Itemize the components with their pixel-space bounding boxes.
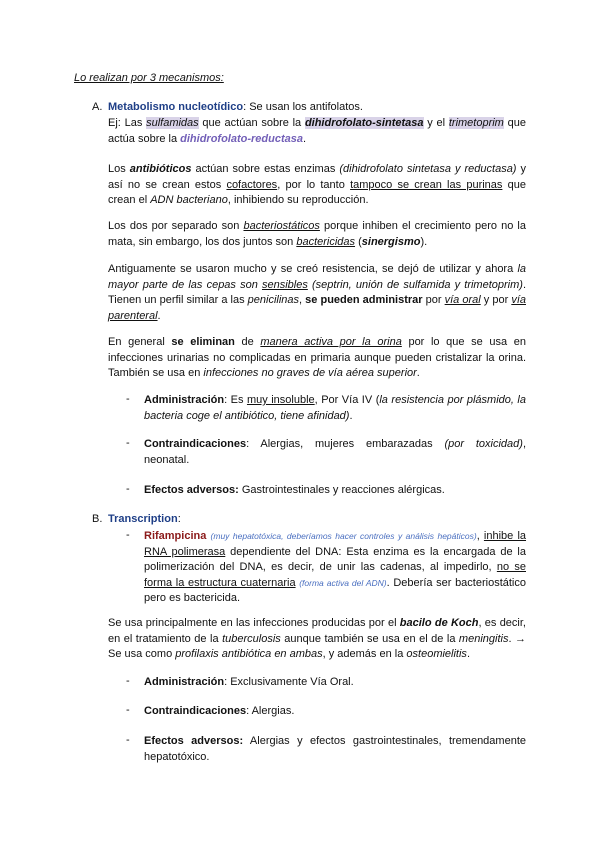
highlight-dihidrofolato-sintetasa: dihidrofolato-sintetasa [304, 117, 424, 129]
tuberculosis-text: tuberculosis [222, 632, 281, 645]
bullet-dash: - [126, 483, 130, 495]
section-b-marker: B. [92, 513, 103, 525]
administrar-text: se pueden administrar [305, 294, 423, 306]
bacilo-koch-text: bacilo de Koch [399, 617, 479, 629]
dihidrofolato-reductasa-text: dihidrofolato-reductasa [180, 132, 303, 145]
text-run: , [299, 294, 306, 306]
bullet-dash: - [126, 529, 130, 541]
text-run: actúan sobre estas enzimas [191, 163, 340, 175]
paragraph-a2 [108, 162, 526, 209]
text-run: por lo que se usa en infecciones urinarias no complicadas en primaria aunque pueden cristalizar la orina. También se usa en [108, 336, 526, 379]
section-a-title: Metabolismo nucleotídico [108, 101, 244, 113]
intro-line: Lo realizan por 3 mecanismos: [74, 72, 224, 84]
paragraph-a5 [108, 335, 526, 382]
contraindicaciones-label: Contraindicaciones [144, 705, 247, 717]
purinas-text: tampoco se crean las purinas [350, 178, 503, 191]
text-run: . Tienen un perfil similar a las [108, 278, 526, 306]
text-run: , Por Vía IV ( [314, 394, 380, 406]
administracion-label: Administración [144, 394, 225, 406]
text-run: , y además en la [322, 648, 407, 660]
bullet-a-administracion [144, 393, 526, 424]
efectos-label: Efectos adversos: [144, 735, 244, 747]
bullet-dash: - [126, 437, 130, 449]
via-oral-text: vía oral [444, 294, 481, 306]
text-run: por [422, 294, 445, 306]
text-run: Ej: Las [108, 117, 147, 129]
text-run: En general [108, 336, 172, 348]
text-run: ). [420, 235, 428, 248]
text-run: ( [355, 235, 362, 248]
enzymes-note: (dihidrofolato sintetasa y reductasa) [339, 163, 517, 175]
bullet-b-contraindicaciones [144, 704, 526, 720]
text-run: , [476, 530, 484, 542]
paragraph-a4 [108, 262, 526, 324]
text-run: aunque también se usa en el de la [280, 632, 459, 645]
text-run: Se usa principalmente en las infecciones producidas por el [108, 617, 400, 629]
osteomielitis-text: osteomielitis [406, 648, 467, 660]
paragraph-a3 [108, 219, 526, 250]
meningitis-text: meningitis [458, 632, 509, 645]
bullet-dash: - [126, 734, 130, 746]
text-run: Alergias y efectos gastrointestinales, tremendamente hepatotóxico. [144, 735, 526, 763]
rna-polimerasa-text: inhibe la RNA polimerasa [144, 530, 527, 558]
via-parenteral-text: vía parenteral [108, 294, 526, 322]
bullet-b-efectos [144, 734, 526, 765]
text-run: y el [423, 117, 449, 129]
text-run: , por lo tanto [277, 178, 351, 191]
sensibles-text: sensibles [261, 278, 308, 291]
text-run: que crean el [108, 178, 526, 206]
text-run: porque inhiben el crecimiento pero no la mata, sin embargo, los dos juntos son [108, 220, 526, 248]
text-run: y así no se crean estos [108, 163, 526, 191]
text-run: y por [480, 294, 512, 306]
bullet-dash: - [126, 393, 130, 405]
text-run: Gastrointestinales y reacciones alérgicas. [238, 484, 445, 496]
administracion-label: Administración [144, 676, 225, 688]
text-run: . Debería ser bacteriostático pero es bactericida. [144, 576, 526, 604]
bacteriostaticos-text: bacteriostáticos [243, 220, 320, 232]
insoluble-text: muy insoluble [246, 394, 315, 406]
orina-text: manera activa por la orina [260, 336, 402, 348]
bactericidas-text: bactericidas [296, 235, 356, 248]
text-run: : Alergias. [246, 705, 295, 717]
text-run: . → Se usa como [108, 632, 526, 660]
bullet-dash: - [126, 704, 130, 716]
section-b-title: Transcription [108, 513, 178, 525]
bullet-b-rifampicina [144, 529, 526, 607]
forma-activa-note: (forma activa del ADN) [299, 577, 387, 588]
septrin-note: (septrin, unión de sulfamida y trimetoprim) [307, 278, 523, 291]
text-run: , neonatal. [144, 438, 526, 466]
text-run: . [466, 648, 470, 660]
efectos-label: Efectos adversos: [144, 484, 239, 496]
hepatotoxica-note: (muy hepatotóxica, deberíamos hacer controles y análisis hepáticos) [210, 531, 477, 541]
eliminan-text: se eliminan [171, 336, 235, 348]
text-run: . [157, 309, 161, 322]
text-run: : Alergias, mujeres embarazadas [246, 438, 445, 450]
text-run: dependiente del DNA: Esta enzima es la encargada de la polimerización del DNA, es decir, de unir las cadenas, al impedirlo, [144, 545, 526, 573]
bullet-a-contraindicaciones [144, 437, 526, 468]
cofactores-text: cofactores [226, 178, 278, 191]
penicilinas-text: penicilinas [247, 294, 300, 306]
text-run: Antiguamente se usaron mucho y se creó resistencia, se dejó de utilizar y ahora [108, 263, 518, 275]
text-run: , inhibiendo su reproducción. [227, 194, 369, 206]
text-run: Los [108, 163, 130, 175]
text-run: . [349, 409, 353, 422]
antibioticos-text: antibióticos [129, 163, 192, 175]
bullet-dash: - [126, 675, 130, 687]
sinergismo-text: sinergismo [361, 235, 421, 248]
bullet-b-administracion [144, 675, 526, 691]
section-b-title-rest: : [177, 513, 181, 525]
bullet-a-efectos [144, 483, 526, 499]
adn-bacteriano-text: ADN bacteriano [150, 194, 228, 206]
paragraph-b1 [108, 616, 526, 663]
text-run: . [303, 132, 307, 145]
text-run: , es decir, en el tratamiento de la [108, 617, 526, 645]
text-run: la mayor parte de las cepas son [108, 263, 526, 291]
section-a-title-rest: : Se usan los antifolatos. [243, 101, 363, 113]
profilaxis-text: profilaxis antibiótica en ambas [175, 648, 323, 660]
text-run: . [416, 367, 420, 379]
text-run: que actúan sobre la [198, 117, 305, 129]
text-run: Los dos por separado son [108, 220, 244, 232]
estructura-cuaternaria-text: no se forma la estructura cuaternaria [144, 561, 526, 589]
toxicidad-note: (por toxicidad) [444, 438, 523, 450]
contraindicaciones-label: Contraindicaciones [144, 438, 247, 450]
highlight-sulfamidas: sulfamidas [146, 117, 199, 129]
text-run: de [234, 336, 261, 348]
text-run: : Exclusivamente Vía Oral. [224, 676, 354, 688]
text-run: que actúa sobre la [108, 117, 526, 145]
rifampicina-text: Rifampicina [144, 530, 207, 542]
via-aerea-text: infecciones no graves de vía aérea superior [203, 367, 417, 379]
paragraph-a1 [108, 116, 526, 147]
resistencia-note: la resistencia por plásmido, la bacteria coge el antibiótico, tiene afinidad) [144, 394, 526, 422]
text-run: : Es [224, 394, 247, 406]
highlight-trimetoprim: trimetoprim [448, 117, 504, 129]
section-a-marker: A. [92, 101, 103, 113]
